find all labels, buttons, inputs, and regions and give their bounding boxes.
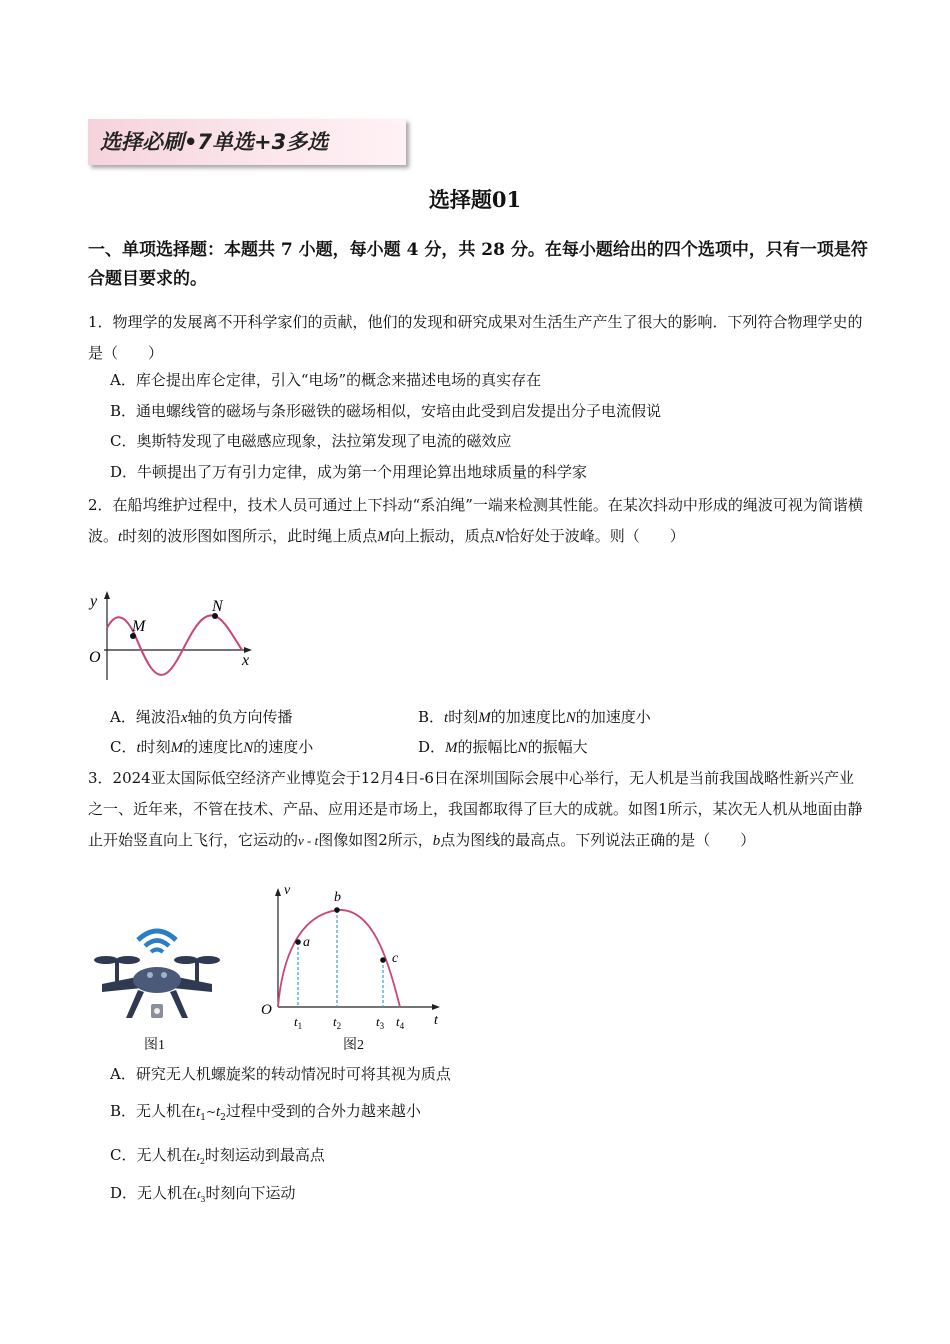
point-c	[380, 957, 386, 963]
var-n: N	[243, 740, 254, 756]
wifi-icon-mid	[145, 941, 169, 947]
section-banner	[88, 119, 406, 165]
q1-option-c: C．奥斯特发现了电磁感应现象，法拉第发现了电流的磁效应	[110, 432, 512, 450]
q2-option-a-part: 轴的负方向传播	[187, 708, 293, 726]
propeller-left-blade-2	[116, 956, 140, 964]
vt-tick-t4	[396, 1014, 405, 1031]
page-title: 选择题01	[428, 187, 522, 212]
drone-figure	[92, 918, 222, 1028]
q3-option-a: A．研究无人机螺旋桨的转动情况时可将其视为质点	[110, 1065, 451, 1083]
vt-tick-t1	[294, 1014, 302, 1031]
var-t: t	[197, 1187, 201, 1201]
point-a	[295, 939, 301, 945]
wave-label-x: x	[242, 652, 250, 669]
vt-tick-t4-sub: 4	[399, 1021, 405, 1031]
q3-option-b-part: B．无人机在	[110, 1102, 197, 1120]
var-m: M	[445, 740, 458, 756]
sub-3: 3	[200, 1195, 206, 1204]
propeller-left-shaft	[115, 960, 119, 982]
vt-tick-t1-sub: 1	[297, 1021, 303, 1031]
var-t: t	[196, 1104, 201, 1120]
drone-eye-left	[147, 972, 153, 978]
vt-graph	[258, 880, 448, 1032]
drone-leg-left	[126, 990, 144, 1018]
q3-option-c	[110, 1144, 325, 1173]
q3-stem	[88, 763, 868, 857]
q2-option-b-part: 的加速度比	[490, 708, 566, 726]
drone-leg-right	[170, 990, 188, 1018]
propeller-left-blade-1	[94, 956, 118, 964]
q2-option-a-part: A．绳波沿	[110, 708, 181, 726]
q2-option-d	[418, 736, 588, 759]
q1-option-b: B．通电螺线管的磁场与条形磁铁的磁场相似，安培由此受到启发提出分子电流假说	[110, 402, 662, 420]
q1-option-d: D．牛顿提出了万有引力定律，成为第一个用理论算出地球质量的科学家	[110, 463, 588, 481]
q2-option-c-part: C．	[110, 738, 137, 756]
vt-tick-t4-var: t	[396, 1014, 400, 1029]
q3-stem-part: 图像如图2所示，	[318, 831, 433, 849]
wave-label-m: M	[132, 618, 146, 635]
vt-label-o: O	[261, 1002, 272, 1018]
q2-option-d-part: D．	[418, 738, 446, 756]
var-m: M	[170, 740, 184, 756]
q3-option-d	[110, 1182, 295, 1211]
q2-option-a	[110, 706, 293, 729]
var-vt: v - t	[298, 833, 319, 848]
q2-option-b	[418, 706, 651, 729]
section-heading: 一、单项选择题：本题共 7 小题，每小题 4 分，共 28 分。在每小题给出的四个选项中，只有一项是符合题目要求的。	[88, 240, 868, 289]
q2-option-d-part: 的振幅比	[457, 738, 518, 756]
var-n: N	[565, 710, 576, 726]
q2-stem-part: 2．在船坞维护过程中，技术人员可通过上下抖动“系泊绳”一端来检测其性能。在某次抖动中形成的绳波可视为简谐横波。	[88, 496, 863, 545]
vt-label-c: c	[392, 951, 399, 966]
vt-label-b: b	[334, 890, 341, 905]
wifi-icon-inner	[151, 950, 163, 953]
vt-tick-t2	[333, 1014, 341, 1031]
vt-label-a: a	[303, 935, 310, 950]
var-t: t	[118, 529, 123, 545]
propeller-right-shaft	[195, 960, 199, 982]
point-b	[334, 907, 340, 913]
vt-tick-t2-var: t	[333, 1014, 337, 1029]
wave-label-o: O	[89, 649, 101, 666]
var-n: N	[517, 740, 528, 756]
camera-lens-icon	[154, 1008, 160, 1014]
q2-option-c	[110, 736, 313, 759]
drone-body	[133, 967, 181, 993]
vt-tick-t3	[376, 1014, 385, 1031]
q3-option-d-part: D．无人机在	[110, 1184, 198, 1202]
vt-tick-t1-var: t	[294, 1014, 298, 1029]
var-m: M	[478, 710, 491, 726]
q2-option-b-part: 的加速度小	[575, 708, 651, 726]
q2-option-b-part: 时刻	[448, 708, 479, 726]
propeller-right-blade-1	[174, 956, 198, 964]
q3-option-c-part: C．无人机在	[110, 1146, 197, 1164]
fig1-label: 图1	[144, 1038, 165, 1053]
q2-stem-part: 恰好处于波峰。则（ ）	[504, 527, 685, 545]
q2-option-c-part: 时刻	[140, 738, 171, 756]
wave-figure	[86, 588, 266, 688]
sub-2: 2	[220, 1113, 226, 1123]
q3-option-d-part: 时刻向下运动	[205, 1184, 296, 1202]
q2-stem-part: 向上振动，质点	[389, 527, 495, 545]
sub-2: 2	[199, 1157, 205, 1166]
vt-label-v: v	[284, 883, 291, 898]
vt-v-arrow	[275, 888, 281, 896]
vt-tick-t3-sub: 3	[379, 1021, 385, 1031]
tilde: ~	[205, 1105, 216, 1119]
var-t: t	[444, 710, 449, 726]
drone-eye-right	[161, 972, 167, 978]
q3-stem-part: 点为图线的最高点。下列说法正确的是（ ）	[440, 831, 756, 849]
q2-stem	[88, 490, 868, 553]
q2-option-c-part: 的速度比	[183, 738, 244, 756]
q3-option-b-part: 过程中受到的合外力越来越小	[225, 1102, 421, 1120]
fig2-label: 图2	[343, 1038, 364, 1053]
q2-stem-part: 时刻的波形图如图所示，此时绳上质点	[122, 527, 378, 545]
var-t: t	[136, 740, 141, 756]
q1-option-a: A．库仑提出库仑定律，引入“电场”的概念来描述电场的真实存在	[110, 371, 542, 389]
vt-t-arrow	[432, 1004, 440, 1010]
wave-y-arrow	[104, 591, 110, 599]
var-b: b	[432, 833, 441, 849]
q2-option-c-part: 的速度小	[253, 738, 314, 756]
wave-label-n: N	[212, 598, 223, 615]
wave-curve	[107, 615, 242, 675]
q3-option-c-part: 时刻运动到最高点	[204, 1146, 325, 1164]
q2-option-b-part: B．	[418, 708, 445, 726]
vt-label-t: t	[434, 1013, 438, 1028]
q3-stem-part: 3．2024亚太国际低空经济产业博览会于12月4日-6日在深圳国际会展中心举行，无人机是当前我国战略性新兴产业之一、近年来，不管在技术、产品、应用还是市场上，我国都取得了巨大的成就。如图1所示，某次无人机从地面由静止开始竖直向上飞行，它运动的	[88, 769, 863, 849]
q1-stem: 1．物理学的发展离不开科学家们的贡献，他们的发现和研究成果对生活生产产生了很大的影响．下列符合物理学史的是（ ）	[88, 313, 863, 362]
q2-option-d-part: 的振幅大	[527, 738, 588, 756]
wave-label-y: y	[90, 593, 98, 610]
var-t: t	[216, 1104, 221, 1120]
vt-tick-t2-sub: 2	[336, 1021, 342, 1031]
vt-tick-t3-var: t	[376, 1014, 380, 1029]
propeller-right-blade-2	[196, 956, 220, 964]
var-t: t	[196, 1149, 200, 1163]
q3-option-b	[110, 1100, 421, 1129]
var-n: N	[494, 529, 505, 545]
var-m: M	[377, 529, 390, 545]
var-x: x	[180, 710, 188, 726]
banner-text: 选择必刷•7单选+3多选	[100, 130, 329, 154]
sub-1: 1	[200, 1113, 206, 1123]
